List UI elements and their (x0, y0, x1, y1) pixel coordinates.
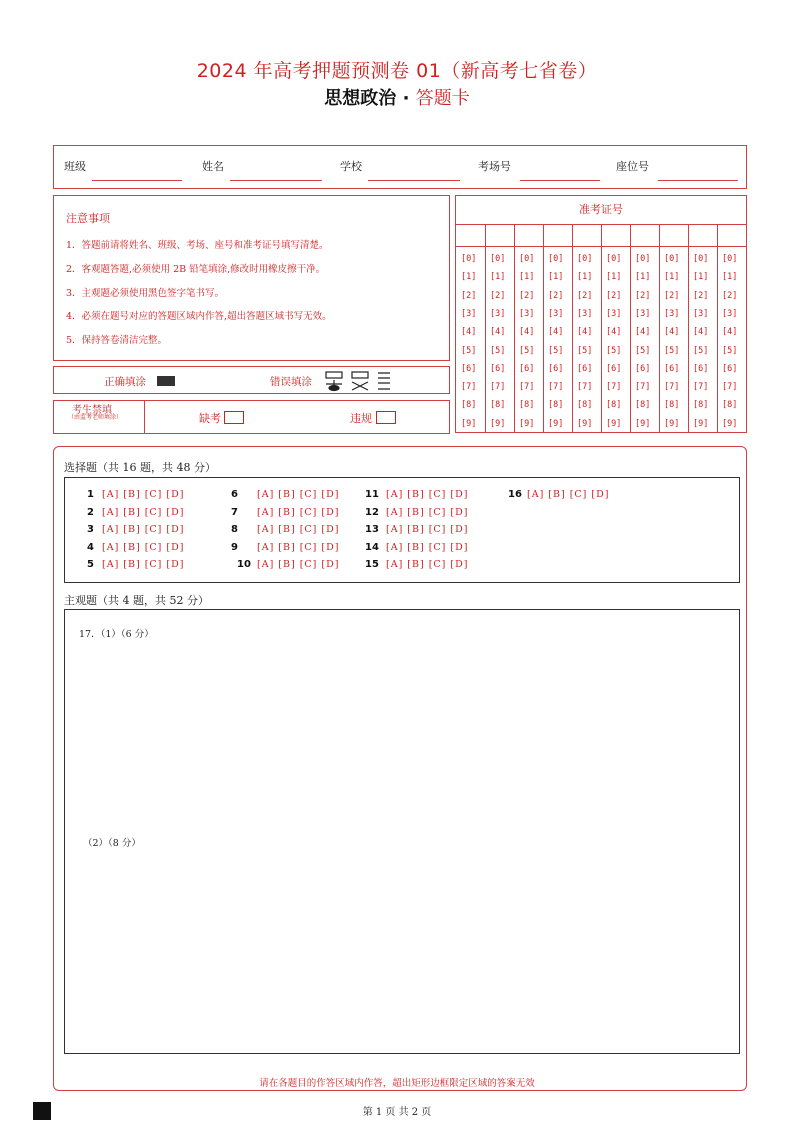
question-number: 7 (231, 506, 238, 518)
exam-id-bubble[interactable]: [3] (693, 308, 709, 319)
exam-id-bubble[interactable]: [2] (577, 290, 593, 301)
question-number: 4 (87, 541, 94, 553)
question-number: 8 (231, 524, 238, 535)
exam-id-bubble[interactable]: [2] (548, 290, 564, 301)
exam-id-bubble[interactable]: [9] (577, 418, 593, 429)
answer-options[interactable]: [A] [B] [C] [D] (257, 524, 340, 535)
exam-id-bubble[interactable]: [3] (722, 308, 738, 319)
answer-options[interactable]: [A] [B] [C] [D] (257, 506, 340, 518)
answer-options[interactable]: [A] [B] [C] [D] (386, 559, 469, 570)
exam-id-bubble[interactable]: [5] (722, 345, 738, 356)
exam-id-bubble[interactable]: [5] (577, 345, 593, 356)
instruction-item: 4．必须在题号对应的答题区域内作答,超出答题区域书写无效。 (66, 311, 332, 322)
exam-id-bubble[interactable]: [1] (722, 272, 738, 283)
violation-label: 违规 (350, 412, 372, 425)
restricted-label-cell (54, 401, 145, 433)
exam-id-bubble[interactable]: [5] (664, 345, 680, 356)
exam-id-bubble[interactable]: [5] (461, 345, 477, 356)
exam-id-bubble[interactable]: [0] (461, 254, 477, 264)
exam-id-bubble[interactable]: [8] (635, 400, 651, 411)
exam-id-write-cell[interactable] (572, 224, 602, 247)
exam-id-write-cell[interactable] (601, 224, 631, 247)
exam-id-bubble[interactable]: [6] (490, 363, 506, 374)
question-17-2-label: （2）（8 分） (83, 838, 141, 849)
name-field[interactable] (230, 180, 322, 181)
page-number: 第 1 页 共 2 页 (362, 1107, 432, 1118)
exam-id-bubble[interactable]: [2] (693, 290, 709, 301)
exam-id-write-cell[interactable] (456, 224, 486, 247)
violation-checkbox[interactable] (376, 411, 396, 424)
exam-id-bubble[interactable]: [5] (606, 345, 622, 356)
exam-id-bubble[interactable]: [0] (693, 254, 709, 264)
exam-id-bubble[interactable]: [9] (722, 418, 738, 429)
exam-id-bubble[interactable]: [4] (693, 327, 709, 338)
exam-id-bubble[interactable]: [2] (635, 290, 651, 301)
exam-id-bubble[interactable]: [9] (548, 418, 564, 429)
question-number: 12 (365, 506, 379, 518)
question-number: 1 (87, 489, 94, 500)
restricted-note: （由监考老师填涂） (68, 414, 123, 421)
answer-options[interactable]: [A] [B] [C] [D] (102, 541, 185, 553)
school-label: 学校 (340, 160, 362, 173)
answer-options[interactable]: [A] [B] [C] [D] (386, 506, 469, 518)
exam-id-bubble[interactable]: [8] (577, 400, 593, 411)
exam-id-bubble[interactable]: [2] (461, 290, 477, 301)
question-number: 10 (237, 559, 251, 570)
exam-id-bubble[interactable]: [8] (548, 400, 564, 411)
exam-id-write-cell[interactable] (630, 224, 660, 247)
exam-id-bubble[interactable]: [6] (577, 363, 593, 374)
exam-id-bubble[interactable]: [6] (693, 363, 709, 374)
answer-options[interactable]: [A] [B] [C] [D] (102, 559, 185, 570)
exam-id-bubble[interactable]: [1] (606, 272, 622, 283)
school-field[interactable] (368, 180, 460, 181)
question-number: 2 (87, 506, 94, 518)
exam-id-bubble[interactable]: [1] (461, 272, 477, 283)
exam-id-bubble[interactable]: [4] (664, 327, 680, 338)
answer-options[interactable]: [A] [B] [C] [D] (386, 541, 469, 553)
choice-heading: 选择题（共 16 题，共 48 分） (64, 461, 216, 474)
answer-options[interactable]: [A] [B] [C] [D] (257, 559, 340, 570)
subtitle-dot: · (402, 88, 410, 109)
exam-id-bubble[interactable]: [1] (519, 272, 535, 283)
exam-id-bubble[interactable]: [0] (519, 254, 535, 264)
wrong-fill-label: 错误填涂 (270, 376, 312, 388)
exam-room-field[interactable] (520, 180, 600, 181)
exam-id-bubble[interactable]: [4] (577, 327, 593, 338)
question-number: 11 (365, 489, 379, 500)
answer-card-label: 答题卡 (415, 88, 470, 109)
exam-id-bubble[interactable]: [4] (606, 327, 622, 338)
subjective-heading: 主观题（共 4 题，共 52 分） (64, 594, 209, 607)
exam-id-bubble[interactable]: [5] (548, 345, 564, 356)
answer-options[interactable]: [A] [B] [C] [D] (386, 489, 469, 500)
exam-id-bubble[interactable]: [1] (548, 272, 564, 283)
card-subtitle (0, 84, 794, 110)
seat-label: 座位号 (616, 160, 649, 173)
exam-id-bubble[interactable]: [4] (635, 327, 651, 338)
exam-id-bubble[interactable]: [1] (577, 272, 593, 283)
question-number: 6 (231, 489, 238, 500)
exam-id-bubble[interactable]: [2] (606, 290, 622, 301)
exam-id-bubble[interactable]: [8] (693, 400, 709, 411)
exam-id-bubble[interactable]: [7] (461, 382, 477, 393)
restricted-title: 考生禁填 (72, 405, 112, 416)
answer-options[interactable]: [A] [B] [C] [D] (102, 506, 185, 518)
exam-id-bubble[interactable]: [9] (606, 418, 622, 429)
exam-id-bubble[interactable]: [6] (548, 363, 564, 374)
exam-id-bubble[interactable]: [9] (490, 418, 506, 429)
exam-id-bubble[interactable]: [0] (664, 254, 680, 264)
instructions-box (53, 195, 450, 361)
exam-id-grid (455, 195, 747, 433)
exam-id-bubble[interactable]: [4] (548, 327, 564, 338)
exam-id-bubble[interactable]: [3] (548, 308, 564, 319)
exam-id-bubble[interactable]: [9] (693, 418, 709, 429)
exam-id-bubble[interactable]: [6] (664, 363, 680, 374)
exam-id-bubble[interactable]: [8] (519, 400, 535, 411)
question-number: 5 (87, 559, 94, 570)
subject-name: 思想政治 (324, 88, 397, 109)
answer-options[interactable]: [A] [B] [C] [D] (257, 541, 340, 553)
exam-id-bubble[interactable]: [1] (693, 272, 709, 283)
exam-id-bubble[interactable]: [8] (461, 400, 477, 411)
exam-id-bubble[interactable]: [9] (635, 418, 651, 429)
exam-id-bubble[interactable]: [5] (490, 345, 506, 356)
exam-id-write-cell[interactable] (543, 224, 573, 247)
instruction-item: 3．主观题必须使用黑色签字笔书写。 (66, 288, 225, 299)
answer-options[interactable]: [A] [B] [C] [D] (102, 489, 185, 500)
exam-id-write-cell[interactable] (514, 224, 544, 247)
exam-room-label: 考场号 (478, 160, 511, 173)
question-number: 3 (87, 524, 94, 535)
answer-options[interactable]: [A] [B] [C] [D] (386, 524, 469, 535)
exam-id-bubble[interactable]: [6] (722, 363, 738, 374)
exam-id-bubble[interactable]: [4] (490, 327, 506, 338)
exam-id-bubble[interactable]: [0] (722, 254, 738, 264)
exam-id-bubble[interactable]: [7] (722, 382, 738, 393)
exam-id-bubble[interactable]: [2] (490, 290, 506, 301)
exam-id-bubble[interactable]: [6] (461, 363, 477, 374)
student-info-row (53, 145, 747, 189)
instruction-item: 2．客观题答题,必须使用 2B 铅笔填涂,修改时用橡皮擦干净。 (66, 264, 326, 275)
exam-id-write-cell[interactable] (717, 224, 746, 247)
instruction-item: 1．答题前请将姓名、班级、考场、座号和准考证号填写清楚。 (66, 240, 329, 251)
wrong-fill-samples (324, 370, 404, 392)
exam-id-write-cell[interactable] (485, 224, 515, 247)
exam-id-bubble[interactable]: [2] (519, 290, 535, 301)
exam-title: 2024 年高考押题预测卷 01（新高考七省卷） (196, 60, 598, 82)
answer-options[interactable]: [A] [B] [C] [D] (102, 524, 185, 535)
exam-id-bubble[interactable]: [9] (664, 418, 680, 429)
exam-id-write-cell[interactable] (688, 224, 718, 247)
exam-id-bubble[interactable]: [7] (490, 382, 506, 393)
exam-id-bubble[interactable]: [3] (577, 308, 593, 319)
exam-id-write-cell[interactable] (659, 224, 689, 247)
exam-id-bubble[interactable]: [7] (548, 382, 564, 393)
exam-id-bubble[interactable]: [7] (606, 382, 622, 393)
exam-id-bubble[interactable]: [3] (519, 308, 535, 319)
exam-id-bubble[interactable]: [7] (693, 382, 709, 393)
exam-id-bubble[interactable]: [2] (722, 290, 738, 301)
exam-id-bubble[interactable]: [1] (664, 272, 680, 283)
exam-id-bubble[interactable]: [5] (519, 345, 535, 356)
exam-id-bubble[interactable]: [9] (461, 418, 477, 429)
question-number: 14 (365, 541, 379, 553)
exam-id-bubble[interactable]: [3] (664, 308, 680, 319)
class-label: 班级 (64, 160, 86, 173)
choice-grid (64, 477, 740, 583)
instructions-heading: 注意事项 (66, 212, 110, 225)
exam-id-bubble[interactable]: [0] (635, 254, 651, 264)
exam-id-bubble[interactable]: [2] (664, 290, 680, 301)
exam-id-bubble[interactable]: [4] (519, 327, 535, 338)
exam-id-bubble[interactable]: [6] (635, 363, 651, 374)
exam-id-bubble[interactable]: [3] (461, 308, 477, 319)
footer-notice: 请在各题目的作答区域内作答，超出矩形边框限定区域的答案无效 (259, 1078, 535, 1089)
exam-id-bubble[interactable]: [4] (722, 327, 738, 338)
exam-id-bubble[interactable]: [1] (490, 272, 506, 283)
exam-id-bubble[interactable]: [5] (693, 345, 709, 356)
exam-id-bubble[interactable]: [7] (664, 382, 680, 393)
alignment-mark (33, 1102, 51, 1120)
exam-id-bubble[interactable]: [8] (722, 400, 738, 411)
absent-checkbox[interactable] (224, 411, 244, 424)
question-number: 13 (365, 524, 379, 535)
exam-id-bubble[interactable]: [8] (490, 400, 506, 411)
question-number: 9 (231, 541, 238, 553)
exam-id-bubble[interactable]: [0] (606, 254, 622, 264)
exam-id-bubble[interactable]: [4] (461, 327, 477, 338)
exam-id-bubble[interactable]: [8] (664, 400, 680, 411)
exam-id-bubble[interactable]: [6] (606, 363, 622, 374)
answer-options[interactable]: [A] [B] [C] [D] (527, 489, 610, 500)
fill-example-box (53, 366, 450, 394)
exam-id-bubble[interactable]: [6] (519, 363, 535, 374)
name-label: 姓名 (202, 160, 224, 173)
question-17-1-label: 17．（1）（6 分） (79, 629, 154, 640)
exam-id-bubble[interactable]: [3] (635, 308, 651, 319)
instruction-item: 5．保持答卷清洁完整。 (66, 335, 168, 346)
seat-field[interactable] (658, 180, 738, 181)
exam-id-bubble[interactable]: [5] (635, 345, 651, 356)
exam-id-bubble[interactable]: [0] (548, 254, 564, 264)
exam-id-bubble[interactable]: [7] (519, 382, 535, 393)
subjective-answer-box[interactable] (64, 609, 740, 1054)
restricted-box (53, 400, 450, 434)
class-field[interactable] (92, 180, 182, 181)
exam-id-bubble[interactable]: [9] (519, 418, 535, 429)
absent-label: 缺考 (199, 412, 221, 425)
question-number: 16 (508, 489, 522, 500)
correct-fill-sample (157, 376, 175, 386)
exam-id-bubble[interactable]: [3] (606, 308, 622, 319)
exam-id-bubble[interactable]: [0] (577, 254, 593, 264)
question-number: 15 (365, 559, 379, 570)
exam-id-bubble[interactable]: [7] (577, 382, 593, 393)
exam-id-bubble[interactable]: [3] (490, 308, 506, 319)
exam-id-bubble[interactable]: [0] (490, 254, 506, 264)
exam-id-title: 准考证号 (456, 196, 746, 225)
correct-fill-label: 正确填涂 (104, 376, 146, 388)
exam-id-bubble[interactable]: [1] (635, 272, 651, 283)
answer-options[interactable]: [A] [B] [C] [D] (257, 489, 340, 500)
exam-id-bubble[interactable]: [8] (606, 400, 622, 411)
exam-id-bubble[interactable]: [7] (635, 382, 651, 393)
